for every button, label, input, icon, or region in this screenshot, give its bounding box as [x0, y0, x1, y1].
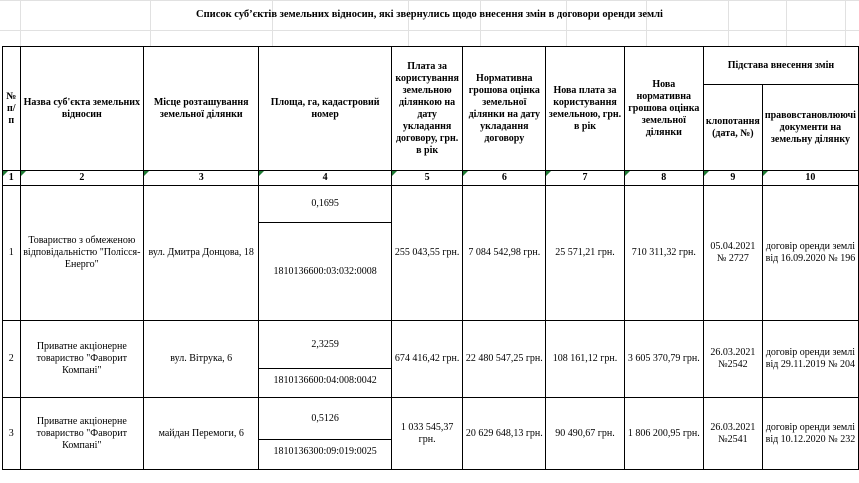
title-documents: договір оренди землі від 29.11.2019 № 204	[762, 321, 858, 398]
sheet-gridline	[150, 0, 151, 46]
sheet-gridline	[0, 30, 859, 31]
column-number: 2	[20, 171, 143, 186]
header-number: № п/п	[3, 47, 21, 171]
land-location: вул. Вітрука, 6	[144, 321, 259, 398]
sheet-gridline	[272, 0, 273, 46]
column-number: 3	[144, 171, 259, 186]
entity-name: Товариство з обмеженою відповідальністю "Полісся-Енерго"	[20, 186, 143, 321]
sheet-gridline	[480, 0, 481, 46]
petition: 05.04.2021 № 2727	[703, 186, 762, 321]
cadastral-number: 1810136300:09:019:0025	[259, 440, 391, 470]
header-row	[3, 47, 859, 85]
header-entity: Назва суб'єкта земельних відносин	[20, 47, 143, 171]
table-row	[3, 321, 859, 369]
title-documents: договір оренди землі від 10.12.2020 № 232	[762, 398, 858, 470]
row-number: 1	[3, 186, 21, 321]
fee-new: 90 490,67 грн.	[546, 398, 625, 470]
column-numbers-row	[3, 171, 859, 186]
valuation-old: 22 480 547,25 грн.	[463, 321, 546, 398]
sheet-gridline	[0, 0, 859, 1]
sheet-gridline	[728, 0, 729, 46]
sheet-gridline	[646, 0, 647, 46]
land-area: 0,5126	[259, 398, 391, 440]
column-number: 8	[624, 171, 703, 186]
valuation-old: 7 084 542,98 грн.	[463, 186, 546, 321]
fee-new: 25 571,21 грн.	[546, 186, 625, 321]
sheet-gridline	[408, 0, 409, 46]
header-valuation-old: Нормативна грошова оцінка земельної ділянки на дату укладання договору	[463, 47, 546, 171]
petition: 26.03.2021 №2541	[703, 398, 762, 470]
land-lease-table	[2, 46, 859, 470]
header-petition: клопотання (дата, №)	[703, 85, 762, 171]
column-number: 10	[762, 171, 858, 186]
column-number: 9	[703, 171, 762, 186]
entity-name: Приватне акціонерне товариство "Фаворит Компані"	[20, 321, 143, 398]
header-location: Місце розташування земельної ділянки	[144, 47, 259, 171]
valuation-new: 3 605 370,79 грн.	[624, 321, 703, 398]
header-basis-group: Підстава внесення змін	[703, 47, 858, 85]
title-documents: договір оренди землі від 16.09.2020 № 196	[762, 186, 858, 321]
fee-old: 674 416,42 грн.	[391, 321, 463, 398]
sheet-gridline	[20, 0, 21, 46]
land-location: вул. Дмитра Донцова, 18	[144, 186, 259, 321]
valuation-old: 20 629 648,13 грн.	[463, 398, 546, 470]
valuation-new: 1 806 200,95 грн.	[624, 398, 703, 470]
header-title-docs: правовстановлюючі документи на земельну ділянку	[762, 85, 858, 171]
sheet-gridline	[845, 0, 846, 46]
cadastral-number: 1810136600:03:032:0008	[259, 223, 391, 321]
column-number: 1	[3, 171, 21, 186]
row-number: 3	[3, 398, 21, 470]
land-location: майдан Перемоги, 6	[144, 398, 259, 470]
sheet-gridline	[786, 0, 787, 46]
fee-old: 1 033 545,37 грн.	[391, 398, 463, 470]
petition: 26.03.2021 №2542	[703, 321, 762, 398]
land-area: 0,1695	[259, 186, 391, 223]
entity-name: Приватне акціонерне товариство "Фаворит Компані"	[20, 398, 143, 470]
header-fee-old: Плата за користування земельною ділянкою на дату укладання договору, грн. в рік	[391, 47, 463, 171]
column-number: 7	[546, 171, 625, 186]
column-number: 5	[391, 171, 463, 186]
sheet-gridline	[566, 0, 567, 46]
table-row	[3, 186, 859, 223]
document-title: Список суб’єктів земельних відносин, які звернулись щодо внесення змін в договори оренди землі	[196, 9, 663, 20]
fee-new: 108 161,12 грн.	[546, 321, 625, 398]
header-fee-new: Нова плата за користування земельною, грн. в рік	[546, 47, 625, 171]
row-number: 2	[3, 321, 21, 398]
cadastral-number: 1810136600:04:008:0042	[259, 369, 391, 398]
header-valuation-new: Нова нормативна грошова оцінка земельної ділянки	[624, 47, 703, 171]
valuation-new: 710 311,32 грн.	[624, 186, 703, 321]
fee-old: 255 043,55 грн.	[391, 186, 463, 321]
table-row	[3, 398, 859, 440]
column-number: 6	[463, 171, 546, 186]
header-area: Площа, га, кадастровий номер	[259, 47, 391, 171]
column-number: 4	[259, 171, 391, 186]
land-area: 2,3259	[259, 321, 391, 369]
